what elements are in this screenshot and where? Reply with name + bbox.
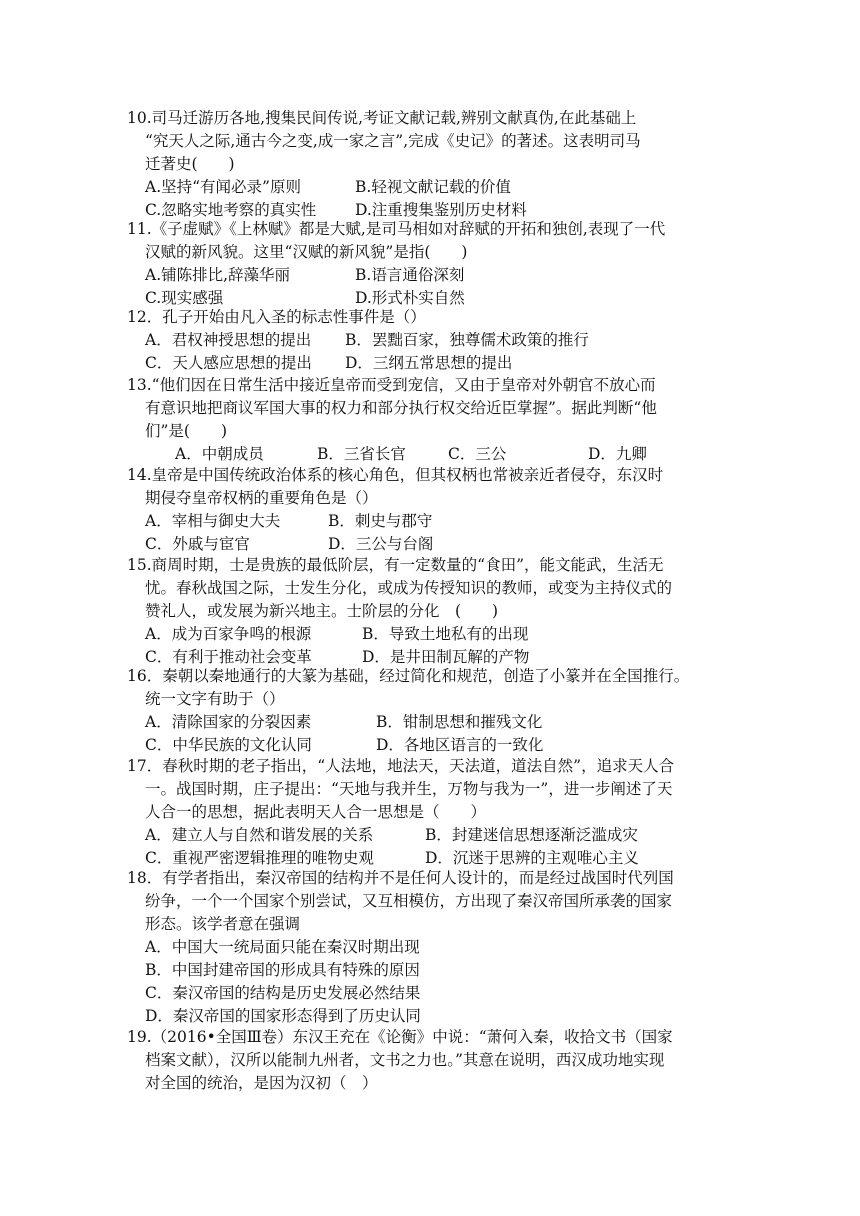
- question-17: [127, 755, 727, 870]
- option-d[interactable]: D．沉迷于思辨的主观唯心主义: [425, 849, 639, 867]
- option-d[interactable]: D.注重搜集鉴别历史材料: [355, 201, 527, 219]
- option-row: [127, 824, 727, 847]
- question-16: [127, 665, 727, 757]
- option-c[interactable]: C.忽略实地考察的真实性: [145, 201, 317, 219]
- option-a[interactable]: A．宰相与御史大夫: [145, 512, 281, 530]
- option-row: [127, 264, 727, 287]
- question-stem-line: 14.皇帝是中国传统政治体系的核心角色，但其权柄也常被亲近者侵夺，东汉时: [127, 466, 664, 484]
- question-19: [127, 1026, 727, 1095]
- question-stem-line: 迁著史( ): [145, 155, 235, 173]
- option-d[interactable]: D．各地区语言的一致化: [376, 736, 544, 754]
- option-b[interactable]: B．导致土地私有的出现: [362, 625, 529, 643]
- option-d[interactable]: D．三纲五常思想的提出: [345, 354, 513, 372]
- option-row: [127, 623, 727, 646]
- question-stem-line: 19.（2016•全国Ⅲ卷）东汉王充在《论衡》中说：“萧何入秦，收拾文书（国家: [127, 1028, 673, 1046]
- option-row: [127, 533, 727, 556]
- option-b[interactable]: B．钳制思想和摧残文化: [376, 713, 543, 731]
- option-b[interactable]: B．封建迷信思想逐渐泛滥成灾: [425, 826, 638, 844]
- question-stem-line: 们”是( ): [145, 422, 228, 440]
- option-row: [127, 510, 727, 533]
- question-stem-line: 11.《子虚赋》《上林赋》都是大赋,是司马相如对辞赋的开拓和独创,表现了一代: [127, 220, 666, 238]
- option-c[interactable]: C．有利于推动社会变革: [145, 648, 312, 666]
- question-stem-line: 汉赋的新风貌。这里“汉赋的新风貌”是指( ): [145, 243, 468, 261]
- option-a[interactable]: A．清除国家的分裂因素: [145, 713, 312, 731]
- question-stem-line: 统一文字有助于（）: [145, 690, 285, 708]
- option-row: [127, 176, 727, 199]
- option-a[interactable]: A．建立人与自然和谐发展的关系: [145, 826, 374, 844]
- option-c[interactable]: C．三公: [448, 445, 507, 463]
- question-stem-line: 忧。春秋战国之际，士发生分化，或成为传授知识的教师，或变为主持仪式的: [145, 579, 673, 597]
- question-stem-line: 15.商周时期，士是贵族的最低阶层，有一定数量的“食田”，能文能武，生活无: [127, 556, 664, 574]
- option-b[interactable]: B．刺史与郡守: [328, 512, 433, 530]
- question-stem-line: 档案文献），汉所以能制九州者，文书之力也。”其意在说明，西汉成功地实现: [145, 1051, 665, 1069]
- option-c[interactable]: C．外戚与宦官: [145, 535, 250, 553]
- question-stem-line: 纷争，一个一个国家个别尝试，又互相模仿，方出现了秦汉帝国所承袭的国家: [145, 892, 673, 910]
- question-14: [127, 464, 727, 556]
- question-stem-line: 10.司马迁游历各地,搜集民间传说,考证文献记载,辨别文献真伪,在此基础上: [127, 109, 637, 127]
- question-11: [127, 218, 727, 310]
- option-row: [127, 329, 727, 352]
- question-15: [127, 554, 727, 669]
- question-12: [127, 306, 727, 375]
- option-d[interactable]: D．三公与台阁: [328, 535, 434, 553]
- question-stem-line: 一。战国时期，庄子提出：“天地与我并生，万物与我为一”，进一步阐述了天: [145, 780, 673, 798]
- question-stem-line: 对全国的统治，是因为汉初（ ）: [145, 1074, 378, 1092]
- option-b[interactable]: B．罢黜百家，独尊儒术政策的推行: [345, 331, 589, 349]
- option-c[interactable]: C．秦汉帝国的结构是历史发展必然结果: [145, 984, 421, 1002]
- option-c[interactable]: C．天人感应思想的提出: [145, 354, 312, 372]
- question-18: [127, 867, 727, 1028]
- question-stem-line: “究天人之际,通古今之变,成一家之言”,完成《史记》的著述。这表明司马: [145, 132, 641, 150]
- option-b[interactable]: B．中国封建帝国的形成具有特殊的原因: [145, 961, 420, 979]
- question-stem-line: 17．春秋时期的老子指出，“人法地，地法天，天法道，道法自然”，追求天人合: [127, 757, 675, 775]
- option-d[interactable]: D．是井田制瓦解的产物: [362, 648, 530, 666]
- question-stem-line: 12．孔子开始由凡入圣的标志性事件是（）: [127, 308, 426, 326]
- option-a[interactable]: A.坚持“有闻必录”原则: [145, 178, 301, 196]
- question-stem-line: 13.“他们因在日常生活中接近皇帝而受到宠信，又由于皇帝对外朝官不放心而: [127, 376, 656, 394]
- option-b[interactable]: B.轻视文献记载的价值: [355, 178, 511, 196]
- option-c[interactable]: C．重视严密逻辑推理的唯物史观: [145, 849, 374, 867]
- option-row: [127, 734, 727, 757]
- option-row: [127, 443, 727, 466]
- option-row: [127, 711, 727, 734]
- question-stem-line: 人合一的思想，据此表明天人合一思想是（ ）: [145, 803, 487, 821]
- question-stem-line: 18．有学者指出，秦汉帝国的结构并不是任何人设计的，而是经过战国时代列国: [127, 869, 674, 887]
- option-a[interactable]: A．中朝成员: [175, 445, 264, 463]
- option-d[interactable]: D．秦汉帝国的国家形态得到了历史认同: [145, 1007, 421, 1025]
- option-b[interactable]: B.语言通俗深刻: [355, 266, 465, 284]
- question-stem-line: 期侵夺皇帝权柄的重要角色是（）: [145, 489, 378, 507]
- question-stem-line: 赞礼人，或发展为新兴地主。士阶层的分化 ( ): [145, 602, 499, 620]
- option-a[interactable]: A．中国大一统局面只能在秦汉时期出现: [145, 938, 420, 956]
- option-row: [127, 352, 727, 375]
- question-10: [127, 107, 727, 222]
- option-a[interactable]: A.铺陈排比,辞藻华丽: [145, 266, 291, 284]
- option-a[interactable]: A．成为百家争鸣的根源: [145, 625, 312, 643]
- option-c[interactable]: C．中华民族的文化认同: [145, 736, 312, 754]
- question-13: [127, 374, 727, 466]
- option-a[interactable]: A．君权神授思想的提出: [145, 331, 312, 349]
- option-d[interactable]: D.形式朴实自然: [355, 289, 465, 307]
- question-stem-line: 有意识地把商议军国大事的权力和部分执行权交给近臣掌握”。据此判断“他: [145, 399, 657, 417]
- option-d[interactable]: D．九卿: [588, 445, 647, 463]
- question-stem-line: 形态。该学者意在强调: [145, 915, 301, 933]
- question-stem-line: 16．秦朝以秦地通行的大篆为基础，经过简化和规范，创造了小篆并在全国推行。: [127, 667, 690, 685]
- option-b[interactable]: B．三省长官: [317, 445, 406, 463]
- option-c[interactable]: C.现实感强: [145, 289, 224, 307]
